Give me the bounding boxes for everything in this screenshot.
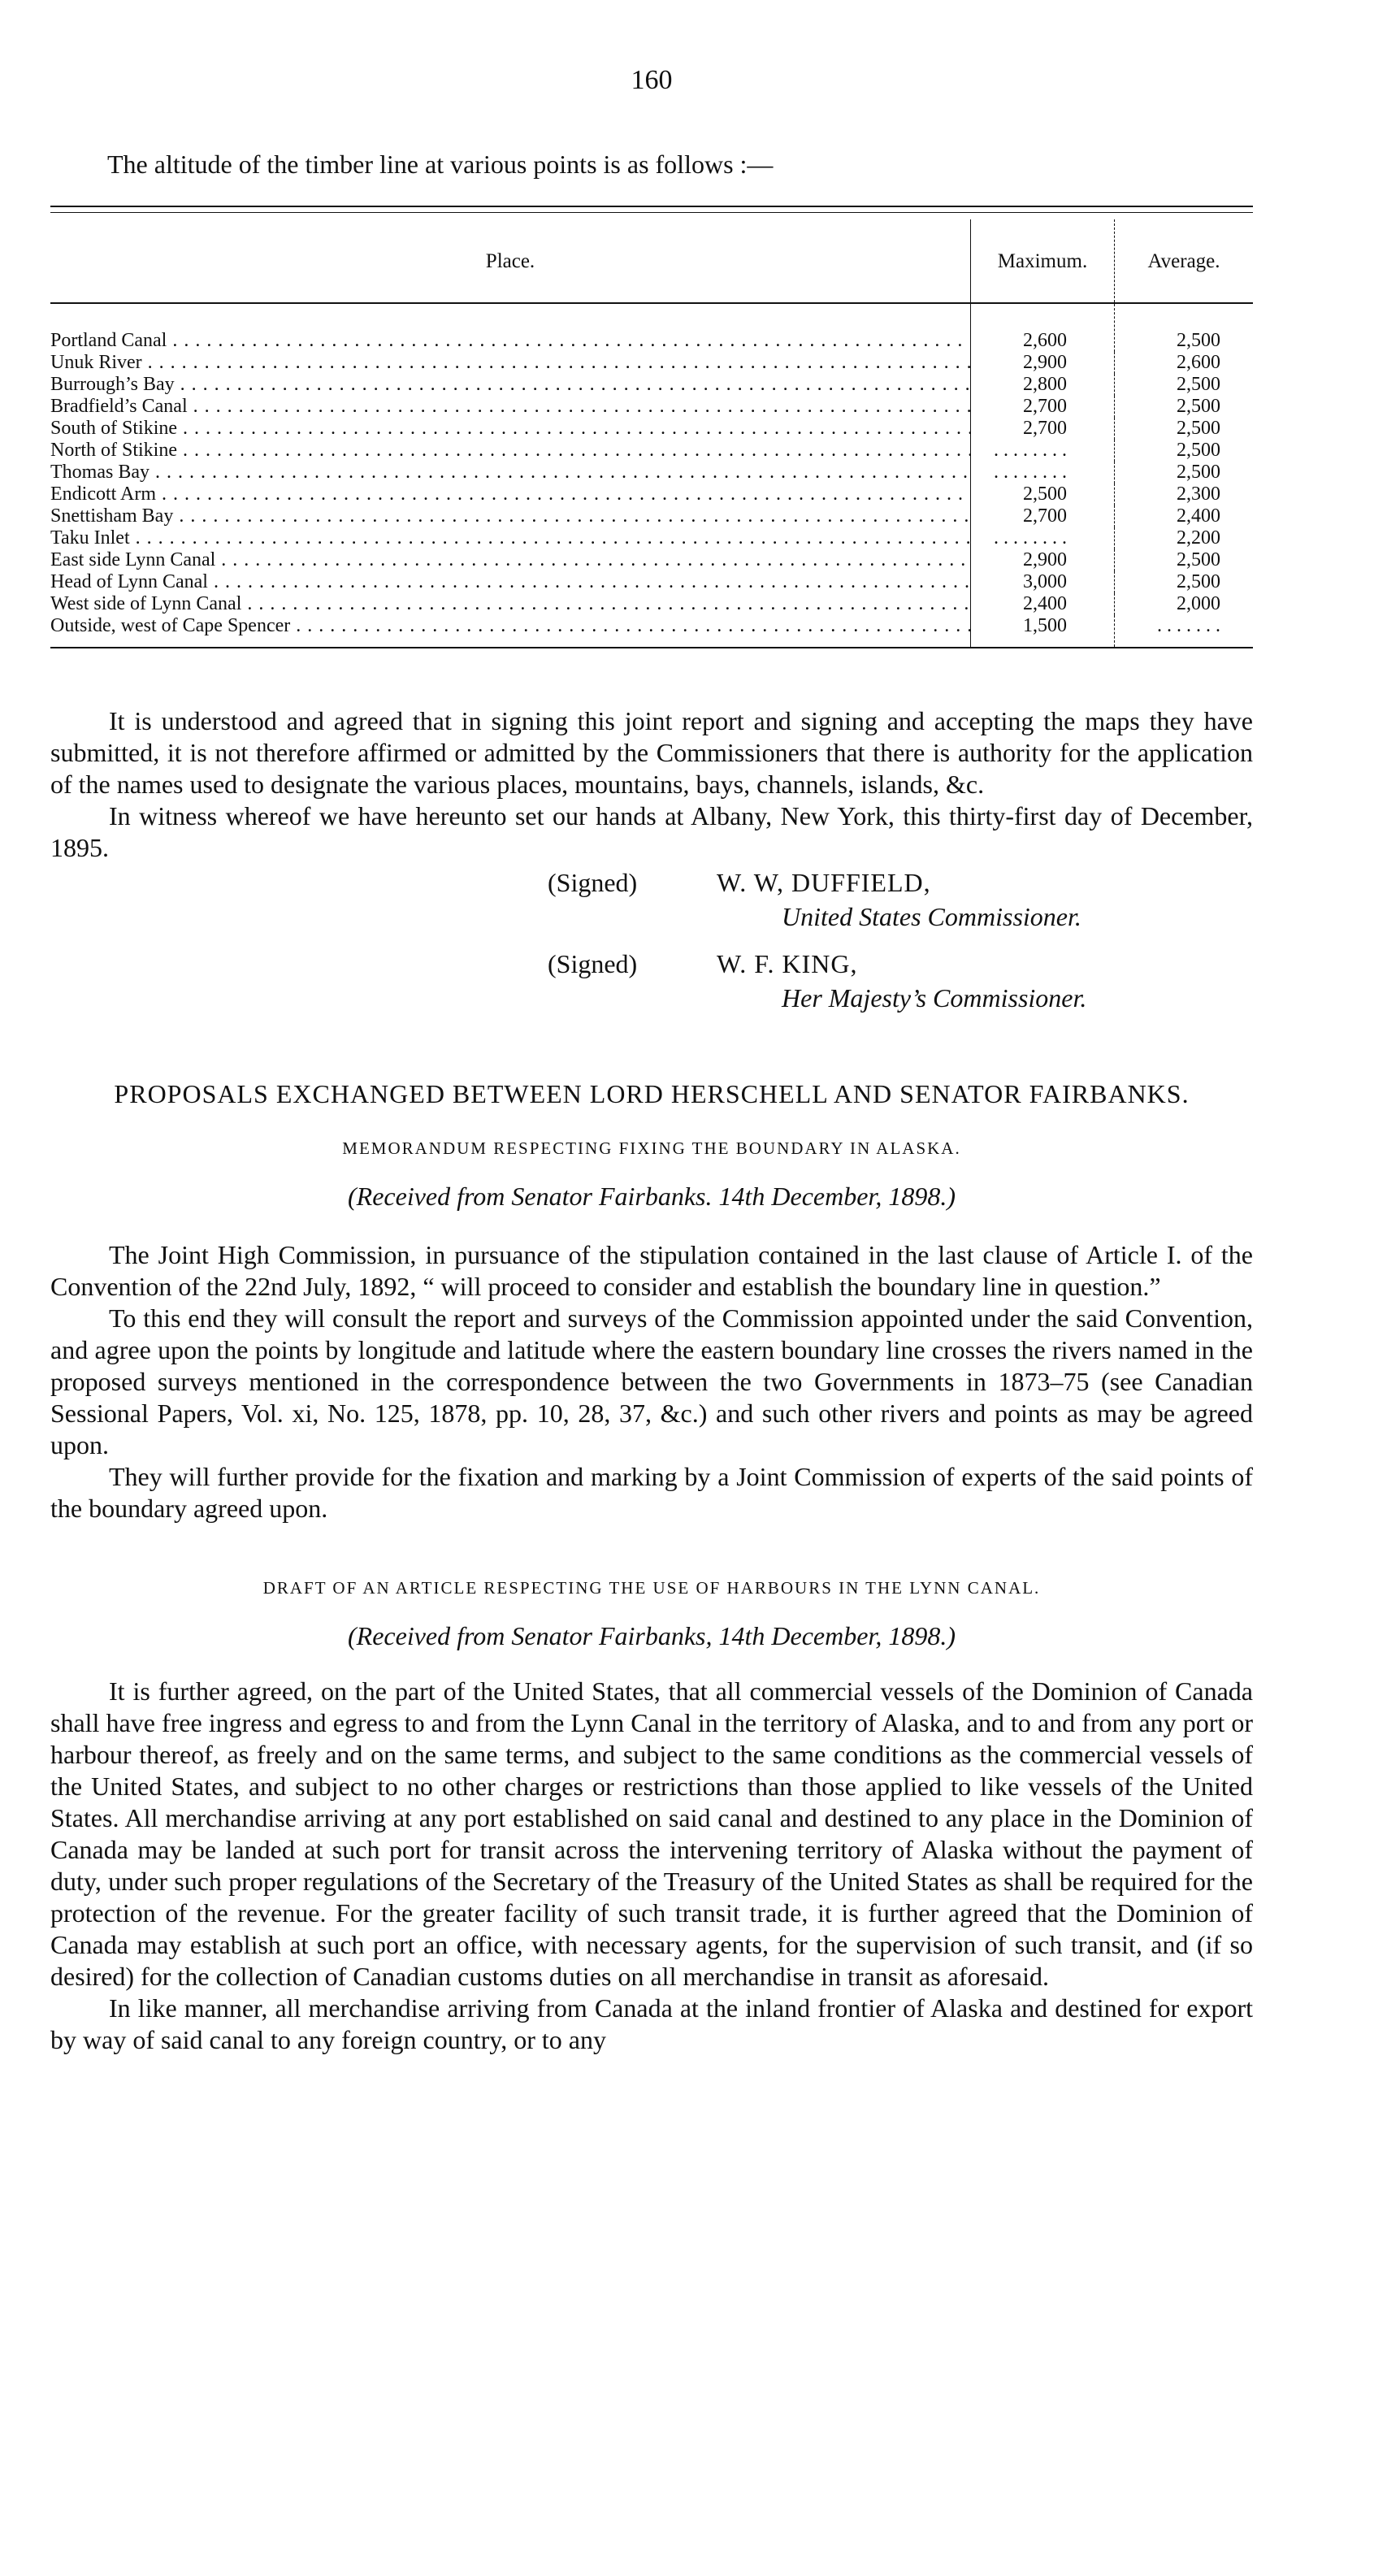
- page-content: [50, 0, 1253, 2056]
- memorandum-heading: MEMORANDUM RESPECTING FIXING THE BOUNDARY IN ALASKA.: [342, 1138, 961, 1158]
- table-row: [50, 462, 1253, 484]
- memorandum-paragraph: The Joint High Commission, in pursuance of the stipulation contained in the last clause of Article I. of the Convention of the 22nd July, 1892, “ will proceed to consider and establish the boundary line in question.”: [50, 1240, 1253, 1301]
- table-row: [50, 527, 1253, 549]
- cell-maximum: 3,000: [971, 571, 1115, 593]
- cell-maximum: 2,900: [971, 549, 1115, 571]
- timber-line-table: [50, 219, 1253, 647]
- top-double-rule: [50, 206, 1253, 213]
- cell-average: 2,500: [1115, 440, 1254, 462]
- cell-place: [50, 505, 971, 527]
- cell-place: [50, 374, 971, 396]
- cell-place: [50, 571, 971, 593]
- cell-average: 2,400: [1115, 505, 1254, 527]
- place-label: West side of Lynn Canal . . .: [50, 593, 971, 614]
- table-row: [50, 303, 1253, 352]
- cell-maximum: 2,700: [971, 505, 1115, 527]
- place-label: East side Lynn Canal . . .: [50, 549, 971, 570]
- cell-maximum: 1,500: [971, 615, 1115, 647]
- signatory-name: W. W, DUFFIELD,: [717, 868, 931, 897]
- cell-place: [50, 352, 971, 374]
- place-label: Bradfield’s Canal . . .: [50, 396, 971, 417]
- paragraph-witness: In witness whereof we have hereunto set our hands at Albany, New York, this thirty-first day of December, 1895.: [50, 801, 1253, 862]
- cell-maximum: 2,700: [971, 418, 1115, 440]
- cell-average: 2,300: [1115, 484, 1254, 505]
- signed-label: (Signed): [548, 949, 638, 978]
- cell-place: [50, 484, 971, 505]
- cell-place: [50, 615, 971, 647]
- table-row: [50, 374, 1253, 396]
- table-row: [50, 571, 1253, 593]
- cell-average: . . . . . . .: [1115, 615, 1254, 647]
- place-label: South of Stikine . . .: [50, 418, 971, 439]
- cell-average: 2,500: [1115, 549, 1254, 571]
- cell-place: [50, 527, 971, 549]
- table-row: [50, 593, 1253, 615]
- table-row: [50, 396, 1253, 418]
- draft-paragraph: In like manner, all merchandise arriving from Canada at the inland frontier of Alaska and destined for export by way of said canal to any foreign country, or to any: [50, 1993, 1253, 2054]
- place-label: Unuk River . . .: [50, 352, 971, 373]
- cell-average: 2,500: [1115, 462, 1254, 484]
- place-label: Burrough’s Bay . . .: [50, 374, 971, 395]
- memorandum-paragraph: To this end they will consult the report and surveys of the Commission appointed under the said Convention, and agree upon the points by longitude and latitude where the eastern boundary line crosses the rivers named in the proposed surveys mentioned in the correspondence between the two Governments in 1873–75 (see Canadian Sessional Papers, Vol. xi, No. 125, 1878, pp. 10, 28, 37, &c.) and such other rivers and points as may be agreed upon.: [50, 1303, 1253, 1459]
- signatory-role: United States Commissioner.: [782, 902, 1081, 931]
- table-row: [50, 505, 1253, 527]
- paragraph-understood: It is understood and agreed that in signing this joint report and signing and accepting the maps they have submitted, it is not therefore affirmed or admitted by the Commissioners that there is authority for the application of the names used to designate the various places, mountains, bays, channels, islands, &c.: [50, 706, 1253, 799]
- table-row: [50, 615, 1253, 647]
- cell-average: 2,200: [1115, 527, 1254, 549]
- table-body: [50, 303, 1253, 647]
- received-note-draft: (Received from Senator Fairbanks, 14th December, 1898.): [348, 1621, 956, 1650]
- place-label: Snettisham Bay . . .: [50, 505, 971, 527]
- table-intro: The altitude of the timber line at various points is as follows :—: [107, 150, 774, 179]
- cell-maximum: 2,500: [971, 484, 1115, 505]
- cell-maximum: 2,700: [971, 396, 1115, 418]
- cell-average: 2,500: [1115, 571, 1254, 593]
- cell-maximum: 2,900: [971, 352, 1115, 374]
- section-title-proposals: PROPOSALS EXCHANGED BETWEEN LORD HERSCHELL AND SENATOR FAIRBANKS.: [114, 1079, 1190, 1108]
- cell-maximum: 2,600: [971, 303, 1115, 352]
- page-number: 160: [631, 65, 673, 95]
- signatory-role: Her Majesty’s Commissioner.: [782, 983, 1087, 1013]
- signature-block-duffield: [50, 867, 1253, 942]
- draft-article-heading: DRAFT OF AN ARTICLE RESPECTING THE USE OF HARBOURS IN THE LYNN CANAL.: [262, 1578, 1041, 1598]
- table-row: [50, 484, 1253, 505]
- place-label: Outside, west of Cape Spencer . . .: [50, 615, 971, 636]
- table-row: [50, 352, 1253, 374]
- received-note-memorandum: (Received from Senator Fairbanks. 14th December, 1898.): [348, 1182, 956, 1211]
- cell-average: 2,500: [1115, 374, 1254, 396]
- cell-average: 2,600: [1115, 352, 1254, 374]
- cell-place: [50, 462, 971, 484]
- place-label: Endicott Arm . . .: [50, 484, 971, 505]
- signed-label: (Signed): [548, 868, 638, 897]
- memorandum-paragraph: They will further provide for the fixation and marking by a Joint Commission of experts of the said points of the boundary agreed upon.: [50, 1462, 1253, 1523]
- cell-place: [50, 549, 971, 571]
- cell-maximum: 2,400: [971, 593, 1115, 615]
- header-average: Average.: [1115, 219, 1254, 303]
- signatory-name: W. F. KING,: [717, 949, 858, 978]
- cell-average: 2,500: [1115, 418, 1254, 440]
- cell-place: [50, 303, 971, 352]
- cell-average: 2,500: [1115, 396, 1254, 418]
- draft-paragraph: It is further agreed, on the part of the United States, that all commercial vessels of the Dominion of Canada shall have free ingress and egress to and from the Lynn Canal in the territory of Alaska, and to and from any port or harbour thereof, as freely and on the same terms, and subject to the same conditions as the commercial vessels of the United States, and subject to no other charges or restrictions than those applied to like vessels of the United States. All merchandise arriving at any port established on said canal and destined to any place in the Dominion of Canada may be landed at such port for transit across the intervening territory of Alaska without the payment of duty, under such proper regulations of the Secretary of the Treasury of the United States as shall be required for the protection of the revenue. For the greater facility of such transit trade, it is further agreed that the Dominion of Canada may establish at such port an office, with necessary agents, for the supervision of such transit, and (if so desired) for the collection of Canadian customs duties on all merchandise in transit as aforesaid.: [50, 1676, 1253, 1991]
- header-maximum: Maximum.: [971, 219, 1115, 303]
- cell-place: [50, 418, 971, 440]
- table-row: [50, 549, 1253, 571]
- cell-maximum: . . . . . . . .: [971, 462, 1115, 484]
- signature-block-king: [50, 948, 1253, 1023]
- table-row: [50, 418, 1253, 440]
- header-place: Place.: [50, 219, 971, 303]
- cell-average: 2,500: [1115, 303, 1254, 352]
- place-label: Head of Lynn Canal . . .: [50, 571, 971, 592]
- cell-place: [50, 396, 971, 418]
- cell-maximum: 2,800: [971, 374, 1115, 396]
- cell-maximum: . . . . . . . .: [971, 527, 1115, 549]
- place-label: Thomas Bay . . .: [50, 462, 971, 483]
- cell-place: [50, 593, 971, 615]
- table-header-row: [50, 219, 1253, 303]
- place-label: North of Stikine . . .: [50, 440, 971, 461]
- table-row: [50, 440, 1253, 462]
- cell-average: 2,000: [1115, 593, 1254, 615]
- cell-maximum: . . . . . . . .: [971, 440, 1115, 462]
- place-label: Portland Canal . . .: [50, 330, 971, 351]
- cell-place: [50, 440, 971, 462]
- place-label: Taku Inlet . . .: [50, 527, 971, 549]
